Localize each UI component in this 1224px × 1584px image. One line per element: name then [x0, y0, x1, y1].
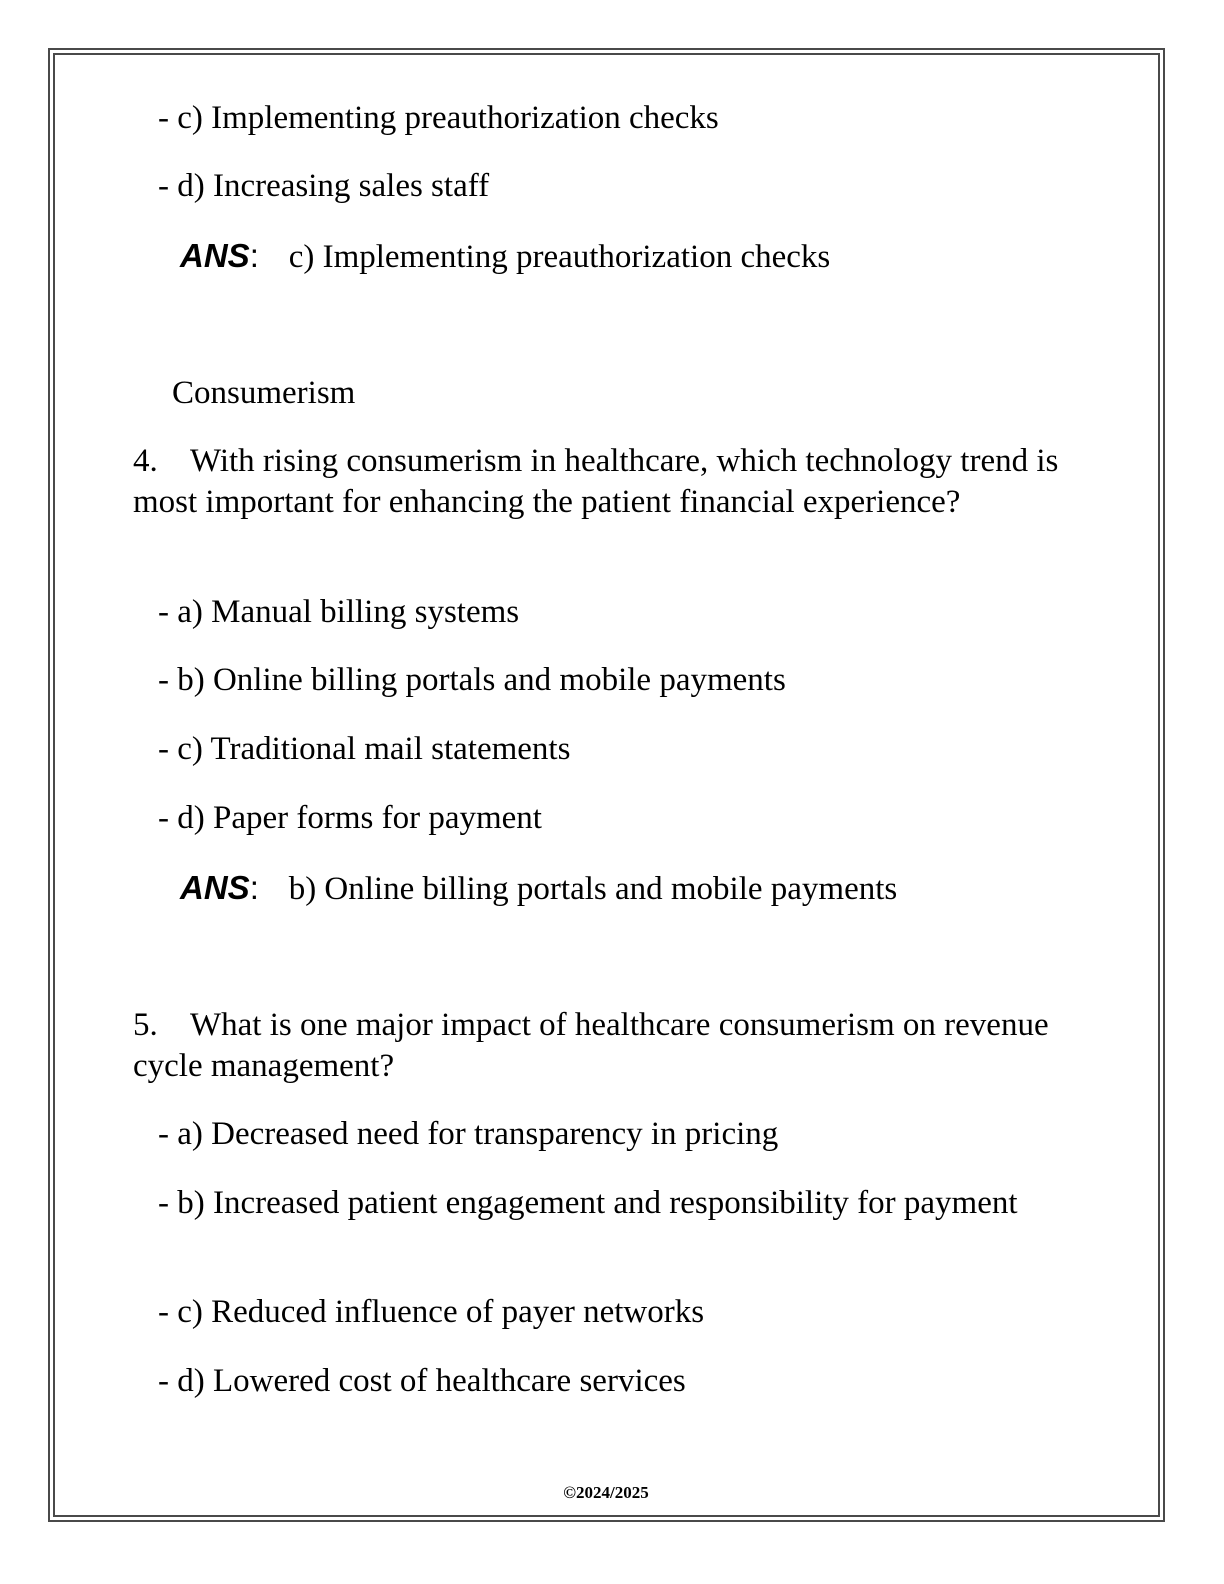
answer-label: ANS: [180, 237, 250, 274]
question-text: What is one major impact of healthcare consumerism on revenue cycle management?: [133, 1007, 1049, 1084]
option-a: - a) Manual billing systems: [158, 594, 520, 630]
question-number: 5.: [133, 1007, 158, 1043]
question-5: [133, 1005, 1073, 1087]
option-d: - d) Lowered cost of healthcare services: [158, 1363, 686, 1399]
answer-text: b) Online billing portals and mobile payments: [288, 871, 898, 907]
copyright-footer: ©2024/2025: [563, 1483, 649, 1502]
question-text: With rising consumerism in healthcare, which technology trend is most important for enhancing the patient financial experience?: [133, 443, 1059, 520]
option-c: - c) Traditional mail statements: [158, 731, 571, 767]
answer-label: ANS: [180, 869, 250, 906]
option-b: - b) Increased patient engagement and responsibility for payment: [158, 1185, 1018, 1221]
option-c: - c) Implementing preauthorization checks: [158, 100, 719, 136]
option-d: - d) Increasing sales staff: [158, 168, 490, 204]
option-c: - c) Reduced influence of payer networks: [158, 1294, 705, 1330]
question-number: 4.: [133, 443, 158, 479]
option-b: - b) Online billing portals and mobile payments: [158, 662, 786, 698]
answer-colon: :: [249, 869, 259, 906]
answer-line: [180, 235, 830, 278]
answer-text: c) Implementing preauthorization checks: [288, 239, 831, 275]
option-d: - d) Paper forms for payment: [158, 800, 542, 836]
question-4: [133, 441, 1073, 523]
answer-colon: :: [249, 237, 259, 274]
section-heading: Consumerism: [172, 375, 356, 411]
answer-line: [180, 867, 897, 910]
option-a: - a) Decreased need for transparency in pricing: [158, 1116, 779, 1152]
